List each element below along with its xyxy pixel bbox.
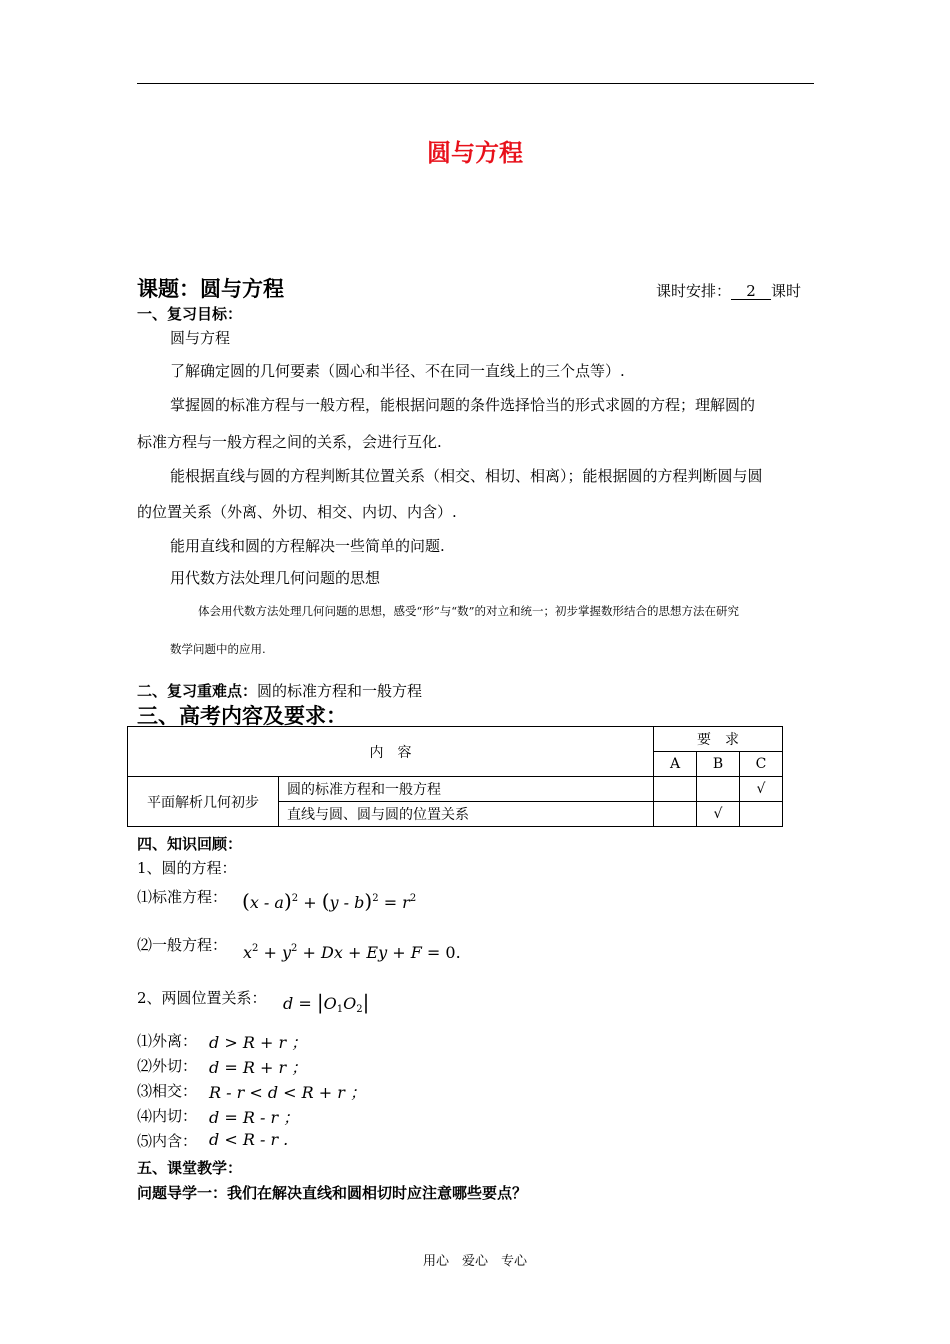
content-header: 内 容 xyxy=(128,727,654,777)
section1-heading: 一、复习目标： xyxy=(137,305,243,323)
schedule-suffix: 课时 xyxy=(771,282,802,300)
requirements-table xyxy=(127,726,783,827)
table-mark: √ xyxy=(740,777,783,802)
header-rule xyxy=(137,83,814,84)
goal-line: 能用直线和圆的方程解决一些简单的问题. xyxy=(170,537,445,555)
goal-detail-line: 数学问题中的应用. xyxy=(170,642,266,656)
relation-formula: d > R + r ； xyxy=(209,1033,308,1052)
section2-text: 圆的标准方程和一般方程 xyxy=(257,682,423,700)
goal-line: 的位置关系（外离、外切、相交、内切、内含）. xyxy=(137,503,457,521)
goal-detail-line: 体会用代数方法处理几何问题的思想，感受“形”与“数”的对立和统一；初步掌握数形结合的思想方法在研究 xyxy=(198,604,740,618)
standard-equation-label: ⑴标准方程： xyxy=(137,888,228,906)
relation-formula: R - r < d < R + r ； xyxy=(209,1083,367,1102)
center-distance-formula: $d = |O_1O_2|$ xyxy=(283,990,370,1015)
section3-heading: 三、高考内容及要求： xyxy=(137,703,347,728)
section5-heading: 五、课堂教学： xyxy=(137,1159,243,1177)
goal-line: 能根据直线与圆的方程判断其位置关系（相交、相切、相离）；能根据圆的方程判断圆与圆 xyxy=(170,467,763,485)
relation-formula: d < R - r . xyxy=(209,1130,289,1149)
topic-title: 课题：圆与方程 xyxy=(137,276,284,301)
circle-relations-subheading: 2、两圆位置关系： xyxy=(137,989,267,1007)
relation-formula: d = R - r ； xyxy=(209,1108,300,1127)
goal-line: 圆与方程 xyxy=(170,329,231,347)
general-equation-label: ⑵一般方程： xyxy=(137,936,228,954)
table-mark xyxy=(740,802,783,827)
section2-heading: 二、复习重难点： xyxy=(137,682,258,700)
relation-label: ⑵外切： xyxy=(137,1057,198,1075)
relation-label: ⑷内切： xyxy=(137,1107,198,1125)
page-title: 圆与方程 xyxy=(427,138,523,167)
page-footer: 用心 爱心 专心 xyxy=(422,1254,527,1269)
goal-line: 标准方程与一般方程之间的关系，会进行互化. xyxy=(137,433,442,451)
goal-line: 用代数方法处理几何问题的思想 xyxy=(170,569,381,587)
section2 xyxy=(137,680,422,701)
table-mark xyxy=(654,802,697,827)
table-item: 圆的标准方程和一般方程 xyxy=(279,777,654,802)
relation-formula: d = R + r ； xyxy=(209,1058,308,1077)
table-mark xyxy=(654,777,697,802)
schedule xyxy=(656,280,801,301)
table-mark: √ xyxy=(697,802,740,827)
level-a-header: A xyxy=(654,752,697,777)
category-cell: 平面解析几何初步 xyxy=(128,777,279,827)
general-equation: $x^2 + y^2 + Dx + Ey + F = 0$. xyxy=(243,943,461,962)
level-c-header: C xyxy=(740,752,783,777)
level-b-header: B xyxy=(697,752,740,777)
schedule-prefix: 课时安排： xyxy=(656,282,732,300)
relation-label: ⑶相交： xyxy=(137,1082,198,1100)
table-item: 直线与圆、圆与圆的位置关系 xyxy=(279,802,654,827)
schedule-value: 2 xyxy=(731,284,771,300)
section4-heading: 四、知识回顾： xyxy=(137,835,243,853)
goal-line: 了解确定圆的几何要素（圆心和半径、不在同一直线上的三个点等）. xyxy=(170,362,625,380)
goal-line: 掌握圆的标准方程与一般方程，能根据问题的条件选择恰当的形式求圆的方程；理解圆的 xyxy=(170,396,756,414)
equation-subheading: 1、圆的方程： xyxy=(137,859,237,877)
relation-label: ⑴外离： xyxy=(137,1032,198,1050)
standard-equation: $(x - a)^2 + (y - b)^2 = r^2$ xyxy=(242,889,417,913)
requirement-header: 要 求 xyxy=(654,727,783,752)
table-mark xyxy=(697,777,740,802)
relation-label: ⑸内含： xyxy=(137,1132,198,1150)
guided-question: 问题导学一：我们在解决直线和圆相切时应注意哪些要点？ xyxy=(137,1184,528,1202)
